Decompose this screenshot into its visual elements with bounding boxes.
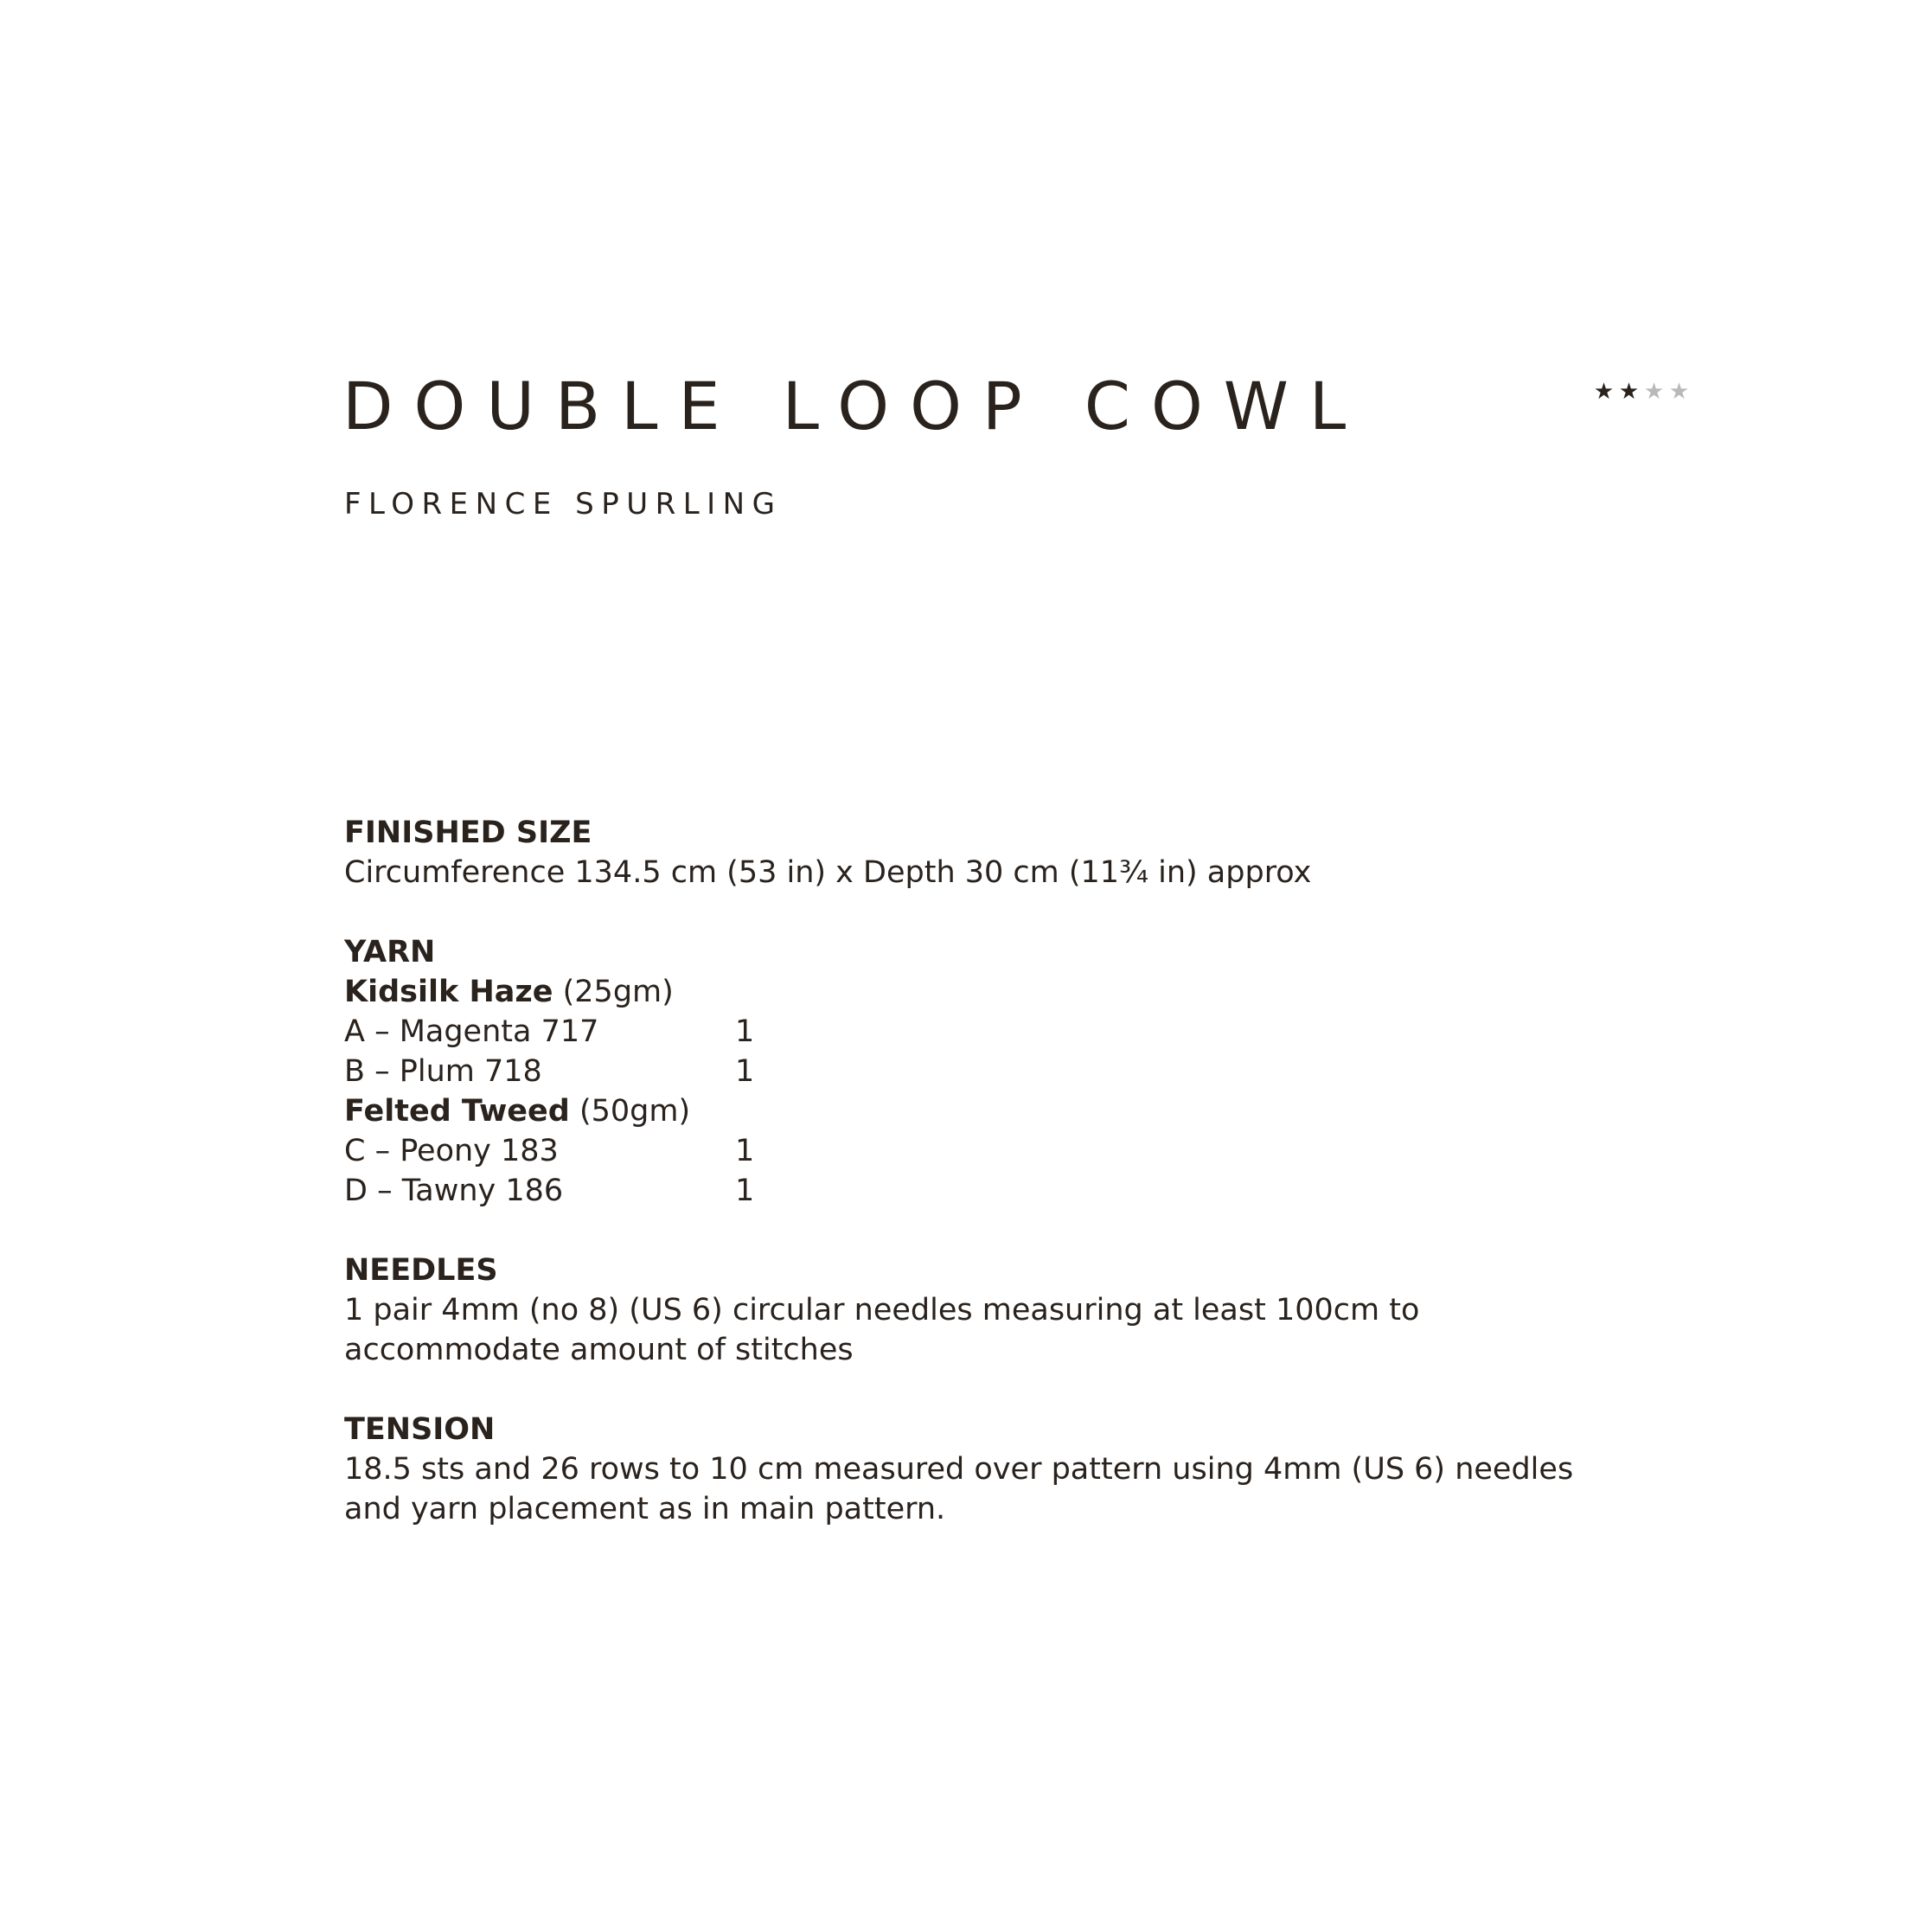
tension-text: 18.5 sts and 26 rows to 10 cm measured over pattern using 4mm (US 6) needles and yarn placement as in main pattern. — [344, 1452, 1574, 1526]
yarn-name: Kidsilk Haze — [344, 975, 553, 1009]
tension-heading: TENSION — [344, 1412, 496, 1447]
yarn-group — [344, 1091, 1607, 1211]
finished-size-section — [344, 813, 1607, 892]
yarn-heading: YARN — [344, 935, 436, 969]
yarn-shade-row — [344, 1171, 1607, 1211]
star-filled-icon: ★ — [1593, 379, 1615, 405]
needles-text: 1 pair 4mm (no 8) (US 6) circular needles measuring at least 100cm to accommodate amount of stitches — [344, 1293, 1420, 1367]
yarn-group-title — [344, 972, 1607, 1012]
yarn-weight: (25gm) — [562, 975, 674, 1009]
yarn-section — [344, 932, 1607, 1211]
yarn-shade-row — [344, 1052, 1607, 1091]
pattern-details — [344, 813, 1607, 1569]
finished-size-text: Circumference 134.5 cm (53 in) x Depth 30 cm (11¾ in) approx — [344, 855, 1312, 890]
yarn-shade-qty: 1 — [735, 1174, 755, 1208]
yarn-shade-label: B – Plum 718 — [344, 1054, 542, 1089]
pattern-author: FLORENCE SPURLING — [344, 487, 783, 521]
star-filled-icon: ★ — [1618, 379, 1640, 405]
needles-heading: NEEDLES — [344, 1253, 498, 1288]
yarn-shade-row — [344, 1131, 1607, 1171]
yarn-name: Felted Tweed — [344, 1094, 570, 1129]
tension-section — [344, 1410, 1607, 1529]
yarn-shade-label: C – Peony 183 — [344, 1134, 559, 1168]
yarn-shade-qty: 1 — [735, 1054, 755, 1089]
star-empty-icon: ★ — [1643, 379, 1665, 405]
yarn-group-title — [344, 1091, 1607, 1131]
star-empty-icon: ★ — [1668, 379, 1690, 405]
yarn-shade-qty: 1 — [735, 1014, 755, 1049]
yarn-shade-row — [344, 1012, 1607, 1052]
pattern-title: DOUBLE LOOP COWL — [342, 368, 1367, 445]
yarn-group — [344, 972, 1607, 1091]
yarn-shade-qty: 1 — [735, 1134, 755, 1168]
yarn-shade-label: A – Magenta 717 — [344, 1014, 599, 1049]
finished-size-heading: FINISHED SIZE — [344, 816, 592, 850]
yarn-weight: (50gm) — [579, 1094, 691, 1129]
needles-section — [344, 1251, 1607, 1370]
yarn-shade-label: D – Tawny 186 — [344, 1174, 564, 1208]
difficulty-rating — [1593, 381, 1690, 403]
